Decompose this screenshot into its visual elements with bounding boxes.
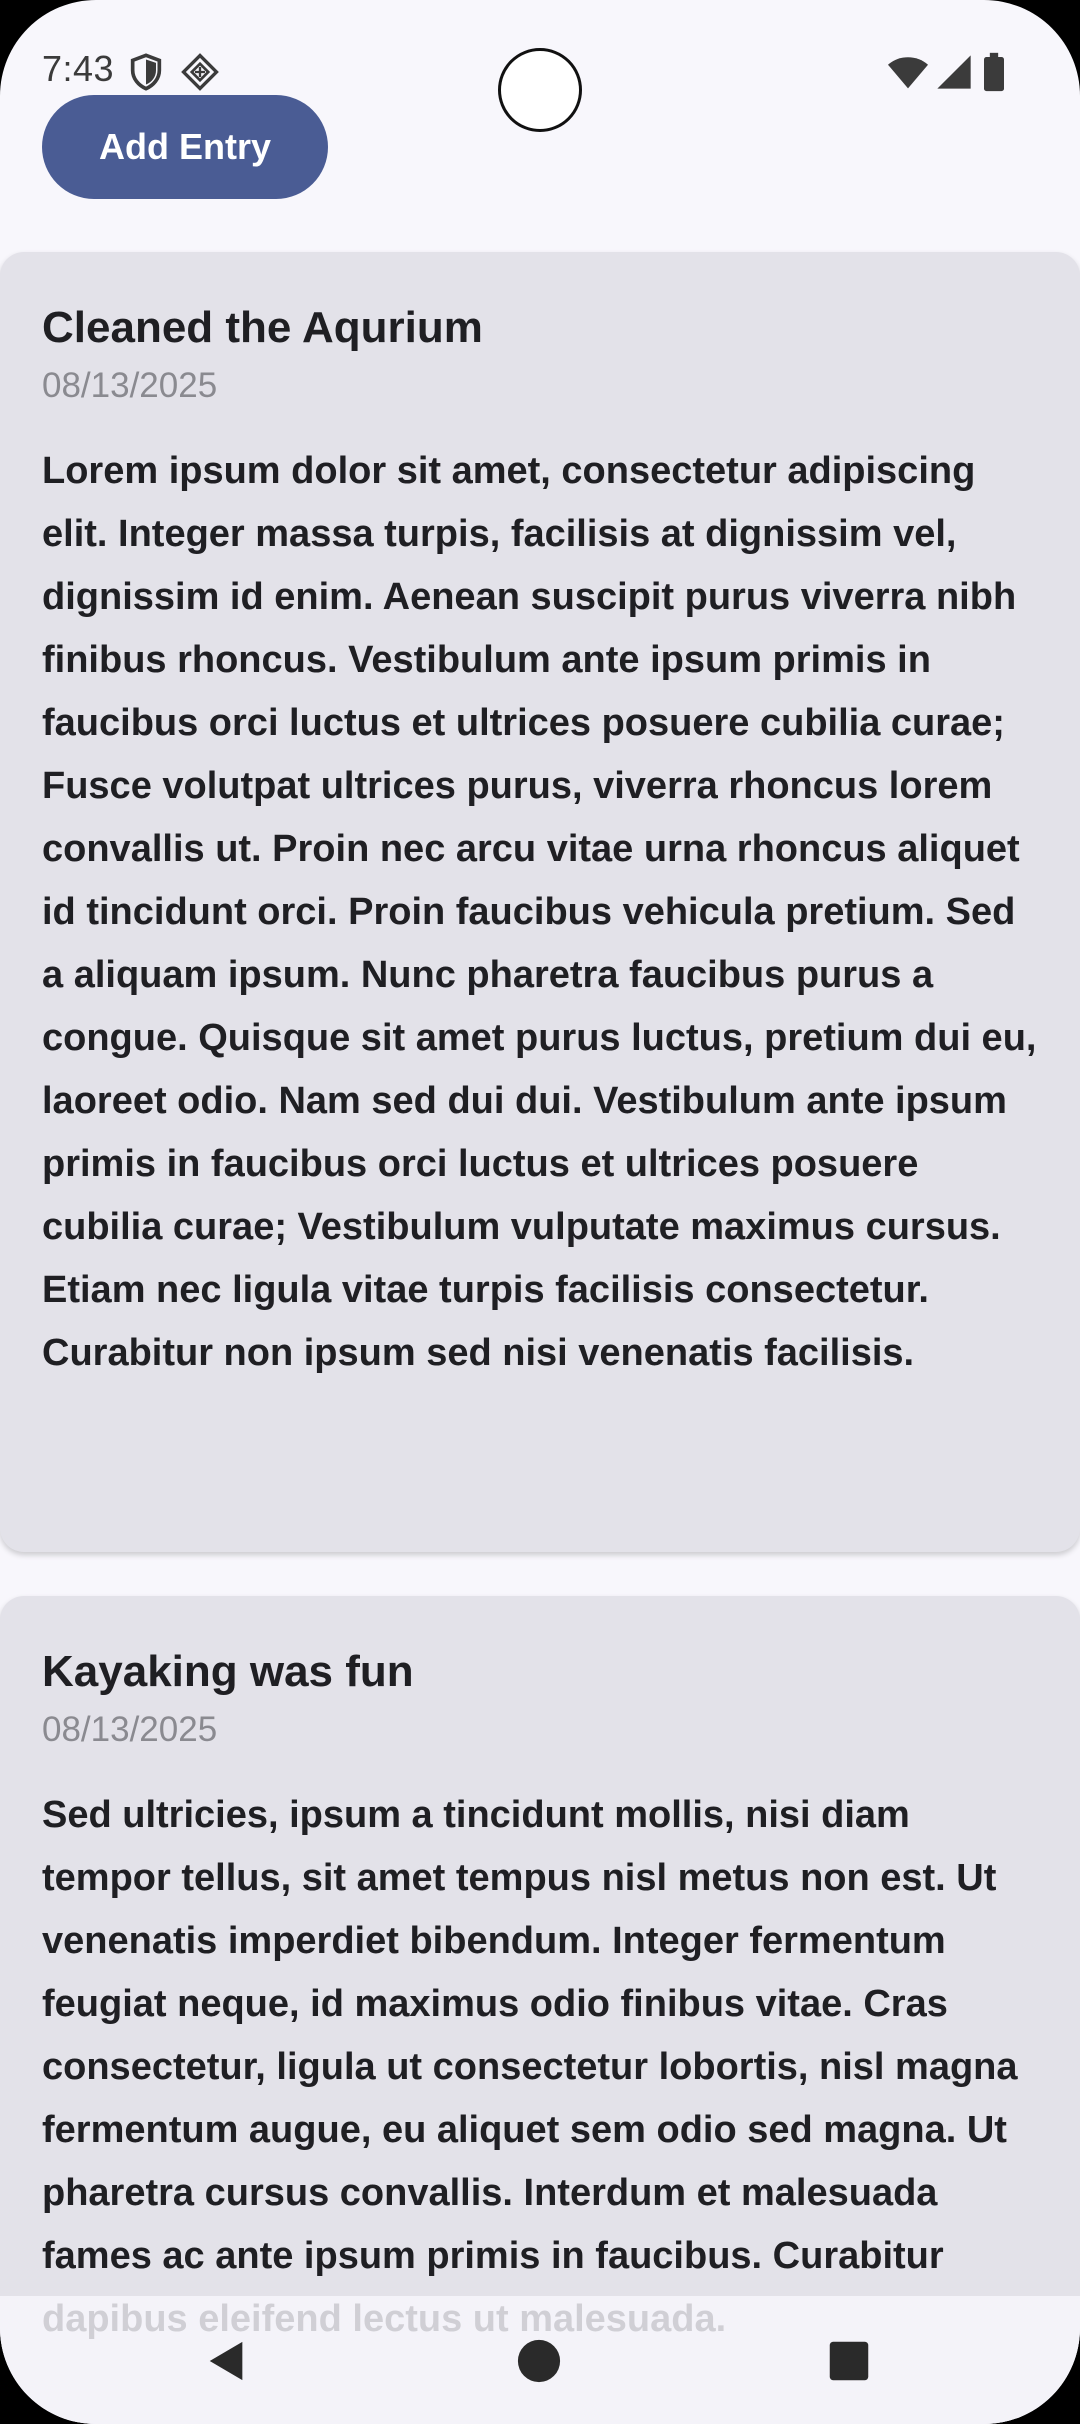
battery-icon — [980, 52, 1008, 92]
navigation-bar — [0, 2296, 1080, 2424]
entry-title: Cleaned the Aqurium — [42, 303, 483, 352]
home-icon[interactable] — [516, 2338, 562, 2389]
signal-icon — [934, 52, 974, 92]
shield-icon — [126, 52, 166, 92]
status-bar — [0, 0, 1080, 140]
add-entry-button[interactable]: Add Entry — [42, 95, 328, 199]
entry-body: Sed ultricies, ipsum a tincidunt mollis, nisi diam tempor tellus, sit amet tempus nisl metus non est. Ut venenatis imperdiet bibendum. Integer fermentum feugiat neque, id maximus odio finibus vitae. Cras consectetur, ligula ut consectetur lobortis, nisl magna fermentum augue, eu aliquet sem odio sed magna. Ut pharetra cursus convallis. Interdum et malesuada fames ac ante ipsum primis in faucibus. Curabitur — [42, 1794, 1018, 2277]
back-icon[interactable] — [204, 2338, 250, 2389]
entry-title: Kayaking was fun — [42, 1647, 414, 1696]
camera-cutout — [498, 48, 582, 132]
entry-card[interactable] — [0, 252, 1080, 1552]
wifi-icon — [886, 52, 930, 92]
entry-date: 08/13/2025 — [42, 1710, 218, 1749]
data-saver-icon — [180, 52, 220, 92]
entry-date: 08/13/2025 — [42, 366, 218, 405]
status-time: 7:43 — [42, 48, 115, 89]
recents-icon[interactable] — [828, 2340, 870, 2387]
entry-body: Lorem ipsum dolor sit amet, consectetur adipiscing elit. Integer massa turpis, facilisis at dignissim vel, dignissim id enim. Aenean suscipit purus viverra nibh finibus rhoncus. Vestibulum ante ipsum primis in faucibus orci luctus et ultrices posuere cubilia curae; Fusce volutpat ultrices purus, viverra rhoncus lorem convallis ut. Proin nec arcu vitae urna rhoncus aliquet id tincidunt orci. Proin faucibus vehicula pretium. Sed a aliquam ipsum. Nunc pharetra faucibus purus a congue. Quisque sit amet purus luctus, pretium dui eu, laoreet odio. Nam sed dui dui. Vestibulum ante ipsum primis in faucibus orci luctus et ultrices posuere cubilia curae; Vestibulum vulputate maximus cursus. Etiam nec ligula vitae turpis facilisis consectetur. Curabitur non ipsum sed nisi venenatis facilisis. — [42, 450, 1037, 1374]
